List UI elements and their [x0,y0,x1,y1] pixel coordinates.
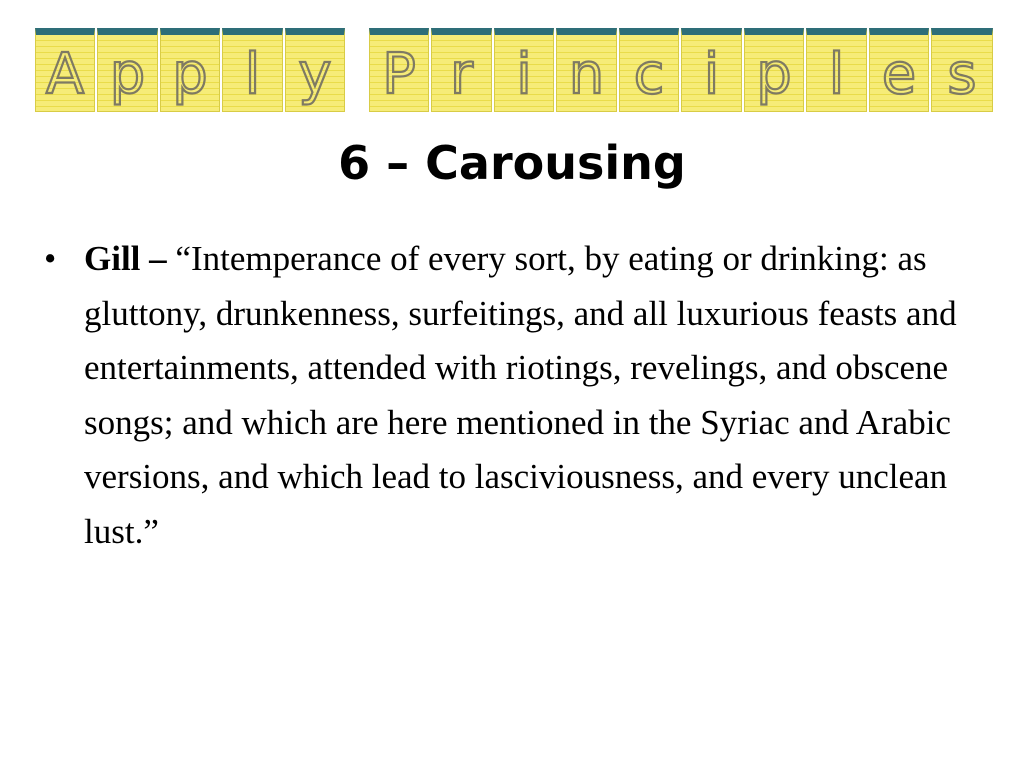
banner-letter: n [568,42,605,107]
banner-tile [369,28,429,112]
apply-principles-banner [0,28,1024,114]
banner-tile [222,28,283,112]
banner-letter: y [298,42,332,107]
banner-tile [97,28,158,112]
banner-letter: p [109,42,146,107]
banner-letter: p [756,42,792,107]
bullet-quote: “Intemperance of every sort, by eating or drinking: as gluttony, drunkenness, surfeitings, and all luxurious feasts and entertainments, attended with riotings, revelings, and obscene songs; and which are here mentioned in the Syriac and Arabic versions, and which lead to lasciviousness, and every unclean lust.” [84,239,957,551]
banner-letter: i [516,42,532,107]
banner-letter: e [881,42,917,107]
banner-letter: l [828,42,845,107]
banner-letter: A [45,42,85,107]
banner-tile [35,28,95,112]
banner-letter: p [172,42,208,107]
banner-letter: c [633,42,665,107]
bullet-lead: Gill – [84,239,176,278]
banner-tile [744,28,804,112]
banner-tile [556,28,617,112]
banner-tile [806,28,867,112]
banner-letter: r [449,42,474,107]
banner-tile [931,28,993,112]
slide-body [44,232,974,559]
banner-tile [869,28,929,112]
banner-letter: s [947,42,977,107]
bullet-item [44,232,974,559]
bullet-text [84,232,974,559]
banner-tile [681,28,742,112]
bullet-marker: • [44,239,57,278]
banner-tile [160,28,220,112]
slide-title: 6 – Carousing [338,136,686,190]
banner-tile [431,28,492,112]
banner-tile [494,28,554,112]
banner-tile [619,28,679,112]
banner-tile [285,28,345,112]
banner-letter: l [244,42,261,107]
banner-letter: P [382,42,416,107]
banner-letter: i [703,42,720,107]
